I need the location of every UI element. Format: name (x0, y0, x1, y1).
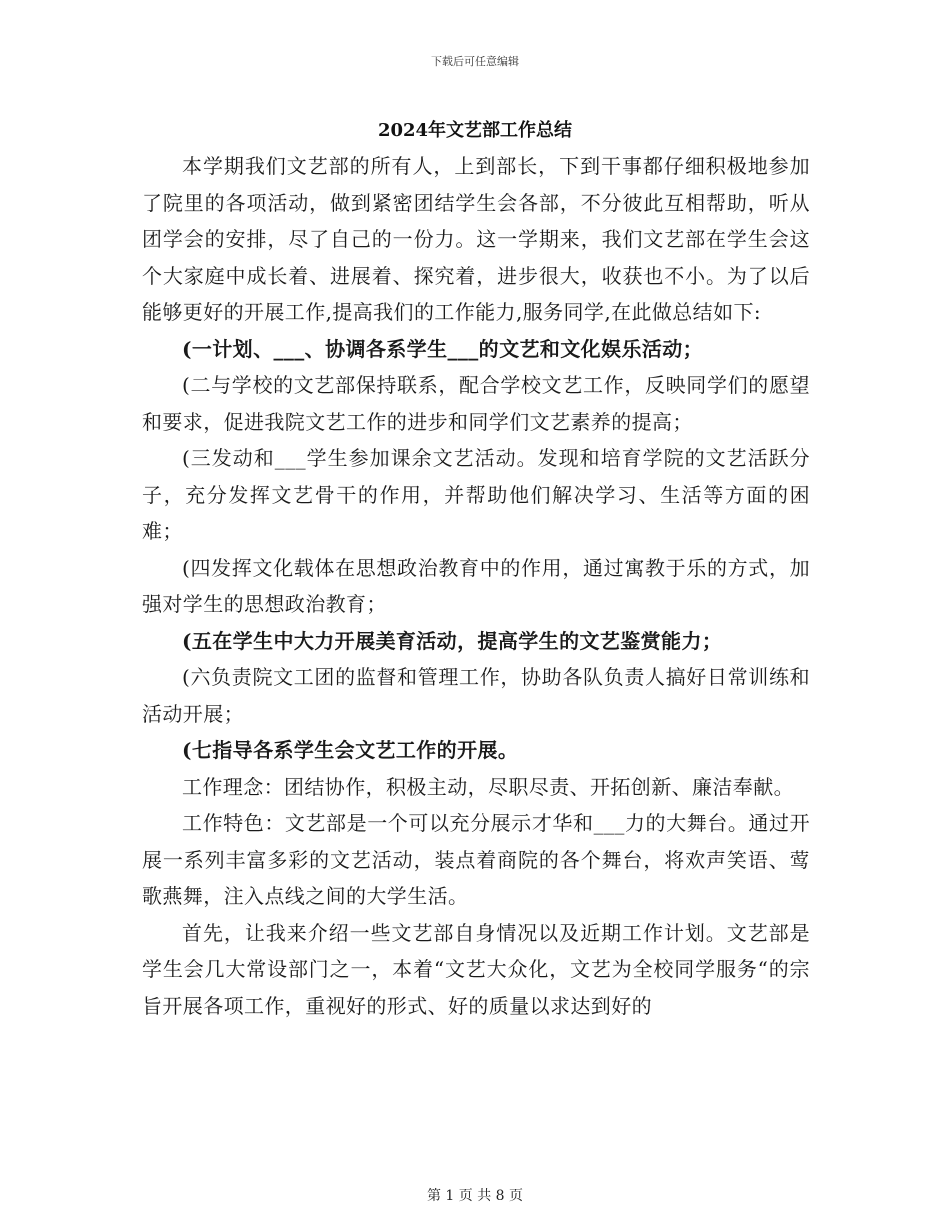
page-header-note: 下载后可任意编辑 (431, 55, 519, 68)
paragraph-item-6: (六负责院文工团的监督和管理工作，协助各队负责人搞好日常训练和活动开展； (142, 665, 810, 726)
paragraph-introduction: 首先，让我来介绍一些文艺部自身情况以及近期工作计划。文艺部是学生会几大常设部门之一，本着“文艺大众化，文艺为全校同学服务“的宗旨开展各项工作，重视好的形式、好的质量以求达到好的 (142, 920, 810, 1018)
paragraph-item-3: (三发动和___学生参加课余文艺活动。发现和培育学院的文艺活跃分子，充分发挥文艺骨干的作用，并帮助他们解决学习、生活等方面的困难； (142, 446, 810, 543)
paragraph-work-philosophy: 工作理念：团结协作，积极主动，尽职尽责、开拓创新、廉洁奉献。 (182, 774, 794, 799)
paragraph-item-1: (一计划、___、协调各系学生___的文艺和文化娱乐活动； (182, 336, 704, 361)
paragraph-item-2: (二与学校的文艺部保持联系，配合学校文艺工作，反映同学们的愿望和要求，促进我院文艺工作的进步和同学们文艺素养的提高； (142, 373, 810, 434)
paragraph-item-5: (五在学生中大力开展美育活动，提高学生的文艺鉴赏能力； (182, 628, 723, 653)
paragraph-item-7: (七指导各系学生会文艺工作的开展。 (182, 738, 519, 762)
paragraph-work-features: 工作特色：文艺部是一个可以充分展示才华和___力的大舞台。通过开展一系列丰富多彩的文艺活动，装点着商院的各个舞台，将欢声笑语、莺歌燕舞，注入点线之间的大学生活。 (142, 811, 810, 908)
document-title: 2024年文艺部工作总结 (377, 120, 573, 141)
paragraph-intro: 本学期我们文艺部的所有人，上到部长，下到干事都仔细积极地参加了院里的各项活动，做到紧密团结学生会各部，不分彼此互相帮助，听从团学会的安排，尽了自己的一份力。这一学期来，我们文艺部在学生会这个大家庭中成长着、进展着、探究着，进步很大，收获也不小。为了以后能够更好的开展工作,提高我们的工作能力,服务同学,在此做总结如下: (142, 154, 810, 324)
page-number: 第 1 页 共 8 页 (426, 1188, 524, 1204)
document-body (142, 148, 810, 1024)
paragraph-item-4: (四发挥文化载体在思想政治教育中的作用，通过寓教于乐的方式，加强对学生的思想政治教育； (142, 555, 810, 616)
